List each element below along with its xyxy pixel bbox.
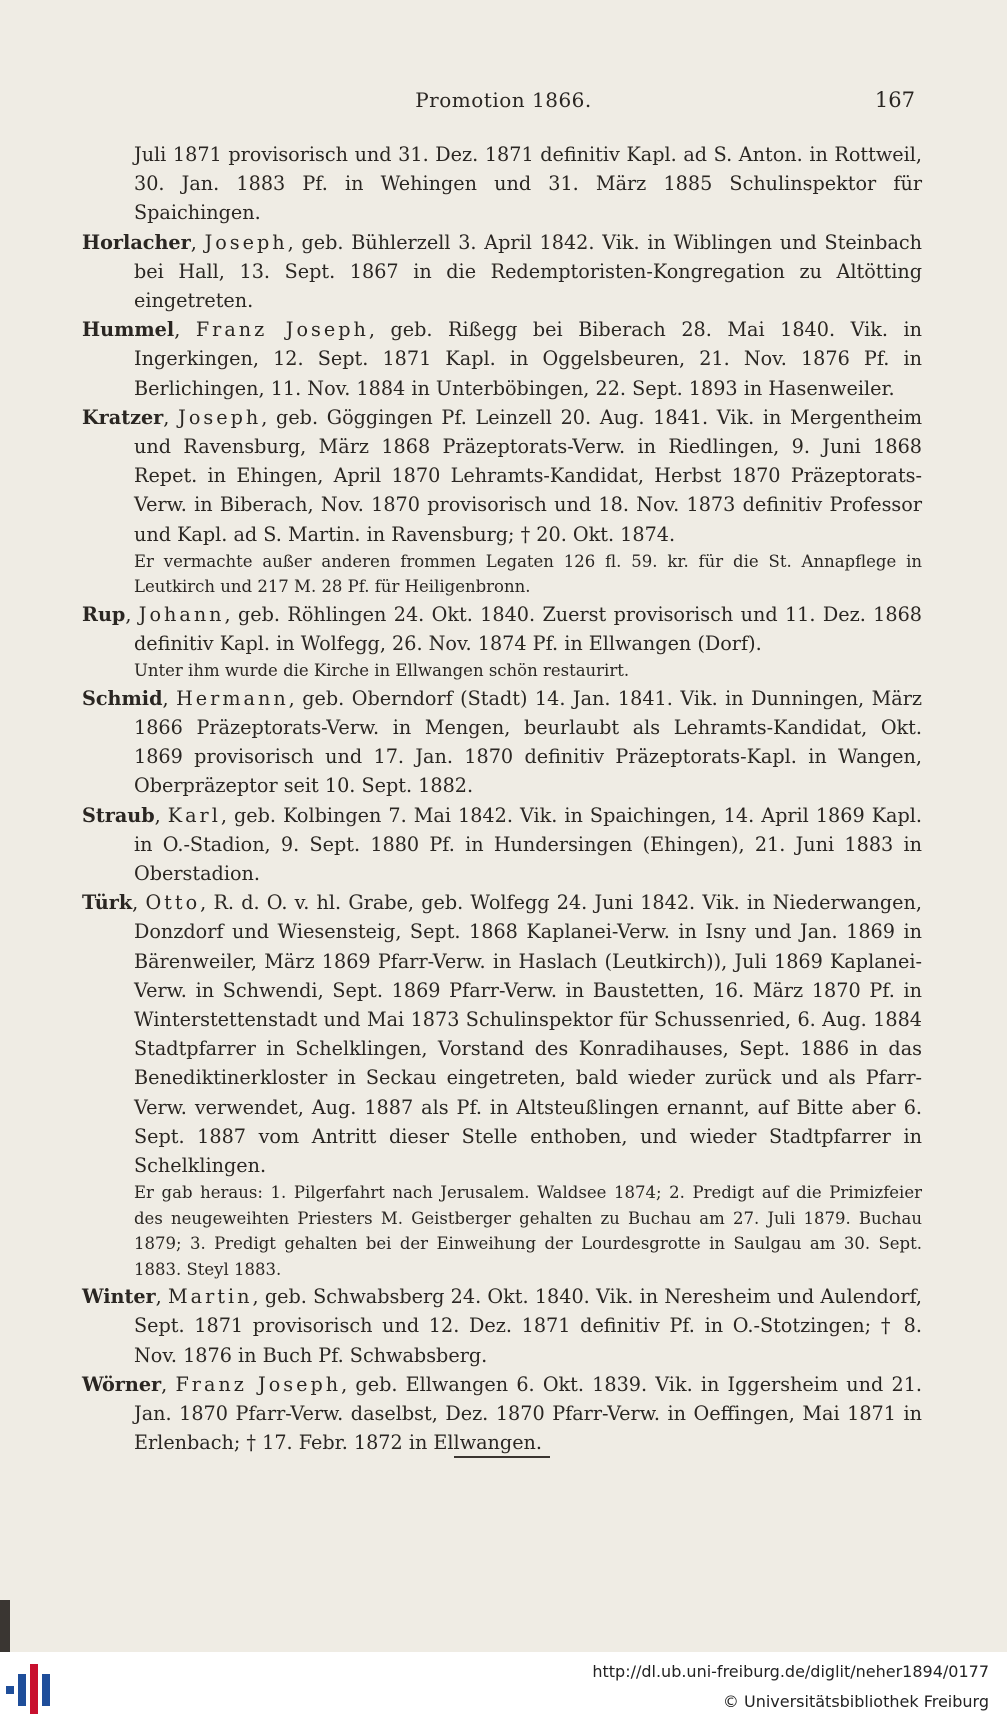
entry-text: Hummel, Franz Joseph, geb. Rißegg bei Biberach 28. Mai 1840. Vik. in Ingerkingen, 12. Sept. 1871 Kapl. in Oggelsbeuren, 21. Nov. 1876 Pf. in Berlichingen, 11. Nov. 1884 in Unterböbingen, 22. Sept. 1893 in Hasenweiler. <box>82 318 922 400</box>
entry-details: , geb. Ellwangen 6. Okt. 1839. Vik. in Iggersheim und 21. Jan. 1870 Pfarr-Verw. daselbst, Dez. 1870 Pfarr-Verw. in Oeffingen, Mai 1871 in Erlenbach; † 17. Febr. 1872 in Ellwangen. <box>134 1372 922 1455</box>
page-body <box>82 140 922 1457</box>
entry-continuation <box>82 140 922 228</box>
entry-surname: Winter <box>82 1285 156 1309</box>
entry-surname: Hummel <box>82 318 175 342</box>
entry-text: Straub, Karl, geb. Kolbingen 7. Mai 1842. Vik. in Spaichingen, 14. April 1869 Kapl. in O.-Stadion, 9. Sept. 1880 Pf. in Hundersingen (Ehingen), 21. Juni 1883 in Oberstadion. <box>82 803 922 885</box>
end-rule <box>454 1456 550 1458</box>
biography-entry <box>82 315 922 403</box>
biography-entry <box>82 684 922 801</box>
entry-details: , geb. Rißegg bei Biberach 28. Mai 1840. Vik. in Ingerkingen, 12. Sept. 1871 Kapl. in Oggelsbeuren, 21. Nov. 1876 Pf. in Berlichingen, 11. Nov. 1884 in Unterböbingen, 22. Sept. 1893 in Hasenweiler. <box>134 318 922 400</box>
biography-entry <box>82 1370 922 1458</box>
entry-given-name: Johann <box>138 602 225 626</box>
entry-given-name: Joseph <box>178 405 262 429</box>
entry-note: Er gab heraus: 1. Pilgerfahrt nach Jerusalem. Waldsee 1874; 2. Predigt auf die Primizfeier des neugeweihten Priesters M. Geistberger gehalten zu Buchau am 27. Juli 1879. Buchau 1879; 3. Predigt gehalten bei der Einweihung der Lourdesgrotte in Saulgau am 30. Sept. 1883. Steyl 1883. <box>134 1183 922 1279</box>
entry-surname: Rup <box>82 602 126 626</box>
entry-surname: Straub <box>82 803 155 827</box>
entry-details: , geb. Schwabsberg 24. Okt. 1840. Vik. in Neresheim und Aulendorf, Sept. 1871 provisorisch und 12. Dez. 1871 definitiv Pf. in O.-Stotzingen; † 8. Nov. 1876 in Buch Pf. Schwabsberg. <box>134 1285 923 1367</box>
running-title: Promotion 1866. <box>415 88 592 112</box>
entry-given-name: Franz Joseph <box>195 318 369 342</box>
entry-given-name: Otto <box>145 891 201 915</box>
source-url-link[interactable]: http://dl.ub.uni-freiburg.de/diglit/neher1894/0177 <box>592 1662 989 1681</box>
biography-entry <box>82 1282 922 1370</box>
entry-surname: Schmid <box>82 686 163 710</box>
library-logo-icon <box>4 1664 54 1714</box>
entry-details: , geb. Kolbingen 7. Mai 1842. Vik. in Spaichingen, 14. April 1869 Kapl. in O.-Stadion, 9. Sept. 1880 Pf. in Hundersingen (Ehingen), 21. Juni 1883 in Oberstadion. <box>134 803 922 885</box>
entry-text: Winter, Martin, geb. Schwabsberg 24. Okt. 1840. Vik. in Neresheim und Aulendorf, Sept. 1871 provisorisch und 12. Dez. 1871 definitiv Pf. in O.-Stotzingen; † 8. Nov. 1876 in Buch Pf. Schwabsberg. <box>82 1285 923 1367</box>
entry-given-name: Joseph <box>204 230 288 254</box>
biography-entry <box>82 228 922 316</box>
entry-surname: Wörner <box>82 1372 162 1396</box>
entry-details: , R. d. O. v. hl. Grabe, geb. Wolfegg 24. Juni 1842. Vik. in Niederwangen, Donzdorf und Wiesensteig, Sept. 1868 Kaplanei-Verw. in Isny und Jan. 1869 in Bärenweiler, März 1869 Pfarr-Verw. in Haslach (Leutkirch)), Juli 1869 Kaplanei-Verw. in Schwendi, Sept. 1869 Pfarr-Verw. in Baustetten, 16. März 1870 Pf. in Winterstettenstadt und Mai 1873 Schulinspektor für Schussenried, 6. Aug. 1884 Stadtpfarrer in Schelklingen, Vorstand des Konradihauses, Sept. 1886 in das Benediktinerkloster in Seckau eingetreten, bald wieder zurück und als Pfarr-Verw. verwendet, Aug. 1887 als Pf. in Altsteußlingen ernannt, auf Bitte aber 6. Sept. 1887 vom Antritt dieser Stelle enthoben, und wieder Stadtpfarrer in Schelklingen. <box>134 891 922 1177</box>
entry-list <box>82 228 922 1458</box>
copyright-notice: © Universitätsbibliothek Freiburg <box>722 1692 989 1711</box>
entry-text: Horlacher, Joseph, geb. Bühlerzell 3. April 1842. Vik. in Wiblingen und Steinbach bei Hall, 13. Sept. 1867 in die Redemptoristen-Kongregation zu Altötting eingetreten. <box>82 230 923 313</box>
entry-given-name: Karl <box>167 803 221 827</box>
entry-details: , geb. Göggingen Pf. Leinzell 20. Aug. 1841. Vik. in Mergentheim und Ravensburg, März 1868 Präzeptorats-Verw. in Riedlingen, 9. Juni 1868 Repet. in Ehingen, April 1870 Lehramts-Kandidat, Herbst 1870 Präzeptorats-Verw. in Biberach, Nov. 1870 provisorisch und 18. Nov. 1873 definitiv Professor und Kapl. ad S. Martin. in Ravensburg; † 20. Okt. 1874. <box>134 405 923 546</box>
entry-surname: Horlacher <box>82 230 191 254</box>
entry-surname: Kratzer <box>82 405 164 429</box>
entry-note: Er vermachte außer anderen frommen Legaten 126 fl. 59. kr. für die St. Annapflege in Leutkirch und 217 M. 28 Pf. für Heiligenbronn. <box>134 551 922 597</box>
entry-surname: Türk <box>82 891 133 915</box>
entry-text: Rup, Johann, geb. Röhlingen 24. Okt. 1840. Zuerst provisorisch und 11. Dez. 1868 definitiv Kapl. in Wolfegg, 26. Nov. 1874 Pf. in Ellwangen (Dorf). <box>82 602 922 656</box>
biography-entry <box>82 403 922 600</box>
running-header <box>0 88 1007 118</box>
scan-edge-shadow <box>0 1600 10 1652</box>
entry-given-name: Martin <box>168 1285 253 1309</box>
entry-text: Schmid, Hermann, geb. Oberndorf (Stadt) 14. Jan. 1841. Vik. in Dunningen, März 1866 Präzeptorats-Verw. in Mengen, beurlaubt als Lehramts-Kandidat, Okt. 1869 provisorisch und 17. Jan. 1870 definitiv Präzeptorats-Kapl. in Wangen, Oberpräzeptor seit 10. Sept. 1882. <box>82 686 922 798</box>
entry-given-name: Franz Joseph <box>175 1372 342 1396</box>
entry-details: , geb. Bühlerzell 3. April 1842. Vik. in Wiblingen und Steinbach bei Hall, 13. Sept. 1867 in die Redemptoristen-Kongregation zu Altötting eingetreten. <box>134 230 923 313</box>
entry-details: , geb. Oberndorf (Stadt) 14. Jan. 1841. Vik. in Dunningen, März 1866 Präzeptorats-Verw. in Mengen, beurlaubt als Lehramts-Kandidat, Okt. 1869 provisorisch und 17. Jan. 1870 definitiv Präzeptorats-Kapl. in Wangen, Oberpräzeptor seit 10. Sept. 1882. <box>134 686 922 798</box>
entry-details: , geb. Röhlingen 24. Okt. 1840. Zuerst provisorisch und 11. Dez. 1868 definitiv Kapl. in Wolfegg, 26. Nov. 1874 Pf. in Ellwangen (Dorf). <box>134 602 922 656</box>
biography-entry <box>82 888 922 1282</box>
biography-entry <box>82 600 922 684</box>
page-number: 167 <box>874 88 915 112</box>
entry-text: Kratzer, Joseph, geb. Göggingen Pf. Leinzell 20. Aug. 1841. Vik. in Mergentheim und Ravensburg, März 1868 Präzeptorats-Verw. in Riedlingen, 9. Juni 1868 Repet. in Ehingen, April 1870 Lehramts-Kandidat, Herbst 1870 Präzeptorats-Verw. in Biberach, Nov. 1870 provisorisch und 18. Nov. 1873 definitiv Professor und Kapl. ad S. Martin. in Ravensburg; † 20. Okt. 1874. <box>82 405 923 546</box>
entry-given-name: Hermann <box>176 686 289 710</box>
footer-bar <box>0 1652 1007 1723</box>
continuation-text: Juli 1871 provisorisch und 31. Dez. 1871 definitiv Kapl. ad S. Anton. in Rottweil, 30. Jan. 1883 Pf. in Wehingen und 31. März 1885 Schulinspektor für Spaichingen. <box>134 143 922 225</box>
entry-note: Unter ihm wurde die Kirche in Ellwangen schön restaurirt. <box>134 661 630 681</box>
entry-text: Türk, Otto, R. d. O. v. hl. Grabe, geb. Wolfegg 24. Juni 1842. Vik. in Niederwangen, Donzdorf und Wiesensteig, Sept. 1868 Kaplanei-Verw. in Isny und Jan. 1869 in Bärenweiler, März 1869 Pfarr-Verw. in Haslach (Leutkirch)), Juli 1869 Kaplanei-Verw. in Schwendi, Sept. 1869 Pfarr-Verw. in Baustetten, 16. März 1870 Pf. in Winterstettenstadt und Mai 1873 Schulinspektor für Schussenried, 6. Aug. 1884 Stadtpfarrer in Schelklingen, Vorstand des Konradihauses, Sept. 1886 in das Benediktinerkloster in Seckau eingetreten, bald wieder zurück und als Pfarr-Verw. verwendet, Aug. 1887 als Pf. in Altsteußlingen ernannt, auf Bitte aber 6. Sept. 1887 vom Antritt dieser Stelle enthoben, und wieder Stadtpfarrer in Schelklingen. <box>82 891 922 1177</box>
biography-entry <box>82 801 922 889</box>
entry-text: Wörner, Franz Joseph, geb. Ellwangen 6. Okt. 1839. Vik. in Iggersheim und 21. Jan. 1870 Pfarr-Verw. daselbst, Dez. 1870 Pfarr-Verw. in Oeffingen, Mai 1871 in Erlenbach; † 17. Febr. 1872 in Ellwangen. <box>82 1372 922 1455</box>
